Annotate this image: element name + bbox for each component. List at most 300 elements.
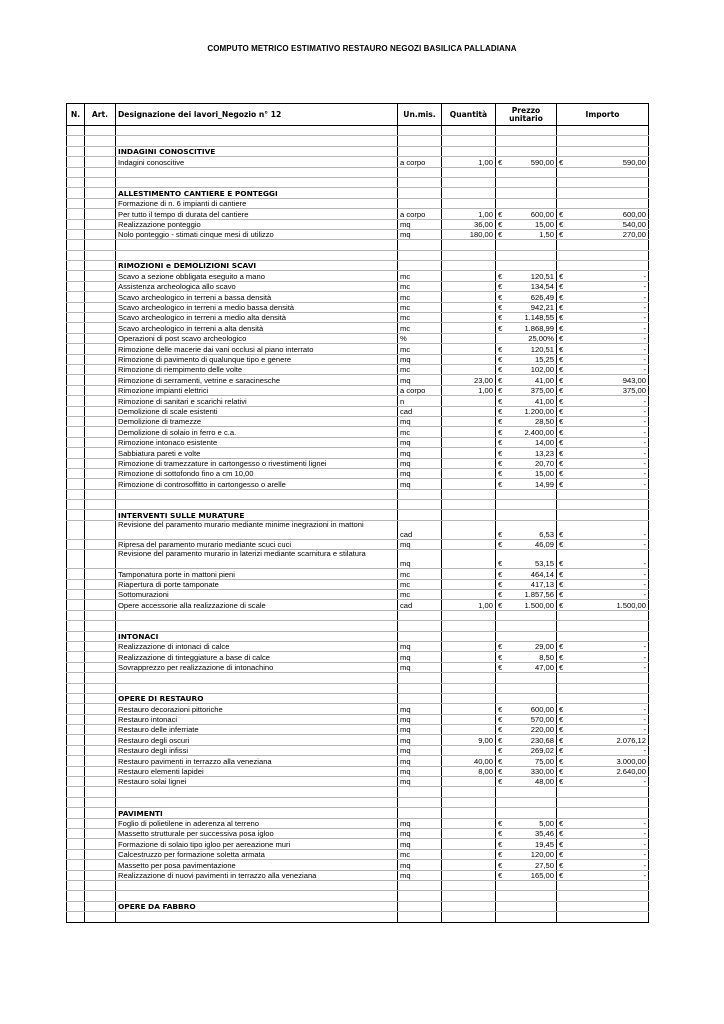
row-unit-price-value: 1.148,55 [524, 313, 554, 323]
row-article-cell [85, 219, 116, 229]
empty-cell [67, 787, 85, 797]
row-article-cell [85, 281, 116, 291]
currency-symbol: € [559, 458, 564, 468]
empty-cell [496, 797, 557, 807]
table-row [67, 766, 649, 776]
section-title: ALLESTIMENTO CANTIERE E PONTEGGI [116, 188, 398, 198]
section-title: INTERVENTI SULLE MURATURE [116, 510, 398, 520]
currency-symbol: € [498, 529, 503, 539]
row-description: Restauro intonaci [116, 714, 398, 724]
row-unit: mq [398, 860, 442, 870]
row-unit-price [496, 302, 557, 312]
row-amount-value: 590,00 [622, 157, 646, 167]
empty-cell [442, 808, 496, 818]
row-unit-price [496, 550, 557, 569]
row-quantity [442, 396, 496, 406]
row-quantity [442, 427, 496, 437]
empty-cell [398, 891, 442, 901]
row-unit-price-value: 8,50 [539, 652, 554, 662]
row-number-cell [67, 198, 85, 208]
estimate-table [66, 103, 649, 923]
currency-symbol: € [559, 767, 564, 777]
currency-symbol: € [498, 600, 503, 610]
row-unit-price-value: 1.500,00 [524, 600, 554, 610]
empty-cell [398, 146, 442, 156]
currency-symbol: € [498, 735, 503, 745]
row-amount-value: - [643, 303, 646, 313]
empty-cell [116, 610, 398, 620]
empty-cell [398, 901, 442, 911]
empty-cell [496, 500, 557, 510]
empty-cell [398, 136, 442, 146]
empty-cell [398, 250, 442, 260]
row-unit: mq [398, 539, 442, 549]
empty-cell [557, 126, 649, 136]
currency-symbol: € [559, 469, 564, 479]
table-row [67, 385, 649, 395]
row-amount [557, 745, 649, 755]
row-number-cell [67, 849, 85, 859]
empty-cell [67, 146, 85, 156]
row-article-cell [85, 714, 116, 724]
spacer-row [67, 489, 649, 499]
empty-cell [85, 673, 116, 683]
row-unit-price [496, 745, 557, 755]
empty-cell [442, 261, 496, 271]
row-unit-price [496, 777, 557, 787]
row-article-cell [85, 579, 116, 589]
row-quantity [442, 714, 496, 724]
row-unit: mq [398, 829, 442, 839]
section-header-row [67, 631, 649, 641]
row-unit-price [496, 448, 557, 458]
header-art: Art. [85, 104, 116, 126]
row-description: Realizzazione ponteggio [116, 219, 398, 229]
currency-symbol: € [498, 282, 503, 292]
row-description: Calcestruzzo per formazione soletta armata [116, 849, 398, 859]
row-quantity [442, 818, 496, 828]
row-quantity: 23,00 [442, 375, 496, 385]
row-unit-price [496, 829, 557, 839]
empty-cell [67, 912, 85, 922]
row-unit: mq [398, 354, 442, 364]
row-amount-value: - [643, 458, 646, 468]
row-amount [557, 209, 649, 219]
row-article-cell [85, 416, 116, 426]
row-quantity [442, 333, 496, 343]
row-quantity [442, 849, 496, 859]
row-number-cell [67, 735, 85, 745]
table-row [67, 550, 649, 569]
row-description: Rimozione di sottofondo fino a cm 10,00 [116, 468, 398, 478]
table-row [67, 281, 649, 291]
currency-symbol: € [559, 704, 564, 714]
row-article-cell [85, 157, 116, 167]
empty-cell [116, 912, 398, 922]
empty-cell [85, 500, 116, 510]
row-unit: mq [398, 219, 442, 229]
currency-symbol: € [498, 406, 503, 416]
table-row [67, 520, 649, 539]
row-unit-price-value: 570,00 [530, 715, 554, 725]
row-amount [557, 323, 649, 333]
empty-cell [85, 177, 116, 187]
row-number-cell [67, 157, 85, 167]
currency-symbol: € [559, 354, 564, 364]
table-row [67, 364, 649, 374]
table-row [67, 354, 649, 364]
empty-cell [398, 177, 442, 187]
empty-cell [442, 610, 496, 620]
empty-cell [496, 912, 557, 922]
row-quantity [442, 281, 496, 291]
empty-cell [67, 797, 85, 807]
table-row [67, 406, 649, 416]
row-amount [557, 756, 649, 766]
empty-cell [85, 610, 116, 620]
row-amount [557, 468, 649, 478]
empty-cell [85, 693, 116, 703]
currency-symbol: € [498, 559, 503, 569]
row-amount-value: 1.500,00 [616, 600, 646, 610]
row-unit-price-value: 41,00 [534, 396, 554, 406]
row-number-cell [67, 427, 85, 437]
row-quantity [442, 520, 496, 539]
row-quantity [442, 870, 496, 880]
section-title: RIMOZIONI e DEMOLIZIONI SCAVI [116, 261, 398, 271]
row-description: Revisione del paramento murario mediante minime inegrazioni in mattoni [116, 520, 398, 539]
empty-cell [442, 489, 496, 499]
row-quantity [442, 539, 496, 549]
empty-cell [116, 489, 398, 499]
empty-cell [496, 198, 557, 208]
table-row [67, 539, 649, 549]
empty-cell [85, 510, 116, 520]
row-unit-price [496, 870, 557, 880]
row-number-cell [67, 725, 85, 735]
spacer-row [67, 177, 649, 187]
currency-symbol: € [498, 540, 503, 550]
currency-symbol: € [559, 230, 564, 240]
row-unit-price [496, 569, 557, 579]
row-amount-value: - [643, 819, 646, 828]
row-description: Sabbiatura pareti e volte [116, 448, 398, 458]
row-quantity: 1,00 [442, 209, 496, 219]
row-amount-value: - [643, 313, 646, 323]
row-unit-price [496, 354, 557, 364]
row-unit-price [496, 725, 557, 735]
row-unit-price-value: 19,45 [534, 839, 554, 849]
row-amount [557, 479, 649, 489]
row-description: Massetto strutturale per successiva posa igloo [116, 829, 398, 839]
row-amount [557, 313, 649, 323]
row-amount-value: - [643, 354, 646, 364]
row-amount [557, 458, 649, 468]
row-article-cell [85, 385, 116, 395]
row-unit: mc [398, 427, 442, 437]
table-row [67, 479, 649, 489]
row-description: Scavo archeologico in terreni a medio bassa densità [116, 302, 398, 312]
row-amount-value: - [643, 559, 646, 569]
row-unit-price-value: 46,09 [534, 540, 554, 550]
row-amount-value: - [643, 365, 646, 375]
empty-cell [398, 912, 442, 922]
row-description: Tamponatura porte in mattoni pieni [116, 569, 398, 579]
row-description: Operazioni di post scavo archeologico [116, 333, 398, 343]
empty-cell [67, 250, 85, 260]
empty-cell [85, 880, 116, 890]
row-quantity [442, 292, 496, 302]
row-amount [557, 579, 649, 589]
empty-cell [442, 683, 496, 693]
currency-symbol: € [559, 839, 564, 849]
row-article-cell [85, 437, 116, 447]
header-quantita: Quantità [442, 104, 496, 126]
row-quantity [442, 590, 496, 600]
currency-symbol: € [498, 303, 503, 313]
empty-cell [116, 683, 398, 693]
empty-cell [496, 880, 557, 890]
row-unit-price [496, 219, 557, 229]
table-row [67, 829, 649, 839]
empty-cell [67, 136, 85, 146]
row-article-cell [85, 600, 116, 610]
row-amount-value: - [643, 292, 646, 302]
table-row [67, 292, 649, 302]
row-unit: mq [398, 468, 442, 478]
row-unit-price-value: 590,00 [530, 157, 554, 167]
row-number-cell [67, 271, 85, 281]
empty-cell [557, 136, 649, 146]
row-description: Restauro delle inferriate [116, 725, 398, 735]
empty-cell [398, 693, 442, 703]
currency-symbol: € [559, 209, 564, 219]
row-amount-value: 540,00 [622, 219, 646, 229]
table-row [67, 818, 649, 828]
currency-symbol: € [498, 323, 503, 333]
currency-symbol: € [498, 354, 503, 364]
currency-symbol: € [559, 334, 564, 344]
row-unit: mq [398, 818, 442, 828]
currency-symbol: € [559, 590, 564, 600]
currency-symbol: € [498, 569, 503, 579]
row-unit-price-value: 120,00 [530, 850, 554, 860]
row-number-cell [67, 579, 85, 589]
empty-cell [557, 198, 649, 208]
currency-symbol: € [559, 323, 564, 333]
currency-symbol: € [498, 580, 503, 590]
spacer-row [67, 167, 649, 177]
row-amount [557, 375, 649, 385]
row-unit-price-value: 15,00 [534, 469, 554, 479]
currency-symbol: € [498, 396, 503, 406]
empty-cell [442, 510, 496, 520]
section-header-row [67, 146, 649, 156]
row-description: Formazione di solaio tipo igloo per aereazione muri [116, 839, 398, 849]
empty-cell [67, 261, 85, 271]
row-unit-price [496, 756, 557, 766]
row-article-cell [85, 590, 116, 600]
row-unit-price [496, 735, 557, 745]
empty-cell [67, 167, 85, 177]
row-amount [557, 292, 649, 302]
row-amount [557, 229, 649, 239]
row-amount [557, 714, 649, 724]
row-unit-price-value: 75,00 [534, 756, 554, 766]
row-amount-value: - [643, 839, 646, 849]
row-number-cell [67, 302, 85, 312]
row-unit-price-value: 5,00 [539, 819, 554, 828]
currency-symbol: € [559, 725, 564, 735]
row-description: Scavo archeologico in terreni a medio alta densità [116, 313, 398, 323]
row-number-cell [67, 313, 85, 323]
row-amount [557, 870, 649, 880]
currency-symbol: € [498, 365, 503, 375]
row-article-cell [85, 539, 116, 549]
row-article-cell [85, 870, 116, 880]
row-amount-value: - [643, 448, 646, 458]
row-unit: cad [398, 520, 442, 539]
row-number-cell [67, 829, 85, 839]
table-row [67, 745, 649, 755]
currency-symbol: € [498, 386, 503, 396]
table-row [67, 652, 649, 662]
empty-cell [398, 261, 442, 271]
empty-cell [557, 797, 649, 807]
currency-symbol: € [559, 580, 564, 590]
empty-cell [85, 188, 116, 198]
row-amount [557, 539, 649, 549]
empty-cell [557, 621, 649, 631]
row-unit-price-value: 15,25 [534, 354, 554, 364]
table-row [67, 569, 649, 579]
empty-cell [442, 240, 496, 250]
row-number-cell [67, 448, 85, 458]
row-unit-price-value: 14,99 [534, 479, 554, 489]
row-number-cell [67, 468, 85, 478]
empty-cell [557, 808, 649, 818]
row-unit-price-value: 220,00 [530, 725, 554, 735]
empty-cell [116, 880, 398, 890]
empty-cell [496, 250, 557, 260]
row-unit-price [496, 427, 557, 437]
currency-symbol: € [559, 386, 564, 396]
row-amount [557, 333, 649, 343]
row-unit-price-value: 14,00 [534, 438, 554, 448]
empty-cell [557, 880, 649, 890]
currency-symbol: € [498, 829, 503, 839]
row-unit-price [496, 839, 557, 849]
currency-symbol: € [559, 438, 564, 448]
currency-symbol: € [559, 406, 564, 416]
currency-symbol: € [559, 303, 564, 313]
row-unit-price [496, 766, 557, 776]
empty-cell [496, 188, 557, 198]
row-number-cell [67, 479, 85, 489]
empty-cell [442, 177, 496, 187]
row-amount [557, 652, 649, 662]
empty-cell [67, 673, 85, 683]
currency-symbol: € [559, 375, 564, 385]
row-quantity [442, 745, 496, 755]
row-number-cell [67, 777, 85, 787]
row-amount-value: - [643, 663, 646, 673]
row-quantity: 9,00 [442, 735, 496, 745]
currency-symbol: € [498, 704, 503, 714]
empty-cell [116, 500, 398, 510]
row-amount [557, 766, 649, 776]
empty-cell [398, 188, 442, 198]
empty-cell [496, 631, 557, 641]
spacer-row [67, 787, 649, 797]
row-article-cell [85, 364, 116, 374]
row-unit-price-value: 6,53 [539, 529, 554, 539]
row-unit: mq [398, 662, 442, 672]
row-quantity [442, 468, 496, 478]
currency-symbol: € [498, 230, 503, 240]
currency-symbol: € [559, 427, 564, 437]
row-article-cell [85, 860, 116, 870]
row-number-cell [67, 396, 85, 406]
row-quantity: 8,00 [442, 766, 496, 776]
row-number-cell [67, 818, 85, 828]
row-unit-price-value: 1,50 [539, 230, 554, 240]
row-unit-price-value: 626,49 [530, 292, 554, 302]
empty-cell [85, 631, 116, 641]
currency-symbol: € [559, 642, 564, 652]
row-quantity [442, 569, 496, 579]
row-amount [557, 839, 649, 849]
empty-cell [496, 261, 557, 271]
table-row [67, 777, 649, 787]
row-description: Sottomurazioni [116, 590, 398, 600]
row-article-cell [85, 756, 116, 766]
row-unit: mc [398, 292, 442, 302]
table-row [67, 271, 649, 281]
row-unit-price [496, 579, 557, 589]
currency-symbol: € [559, 569, 564, 579]
row-article-cell [85, 735, 116, 745]
currency-symbol: € [498, 725, 503, 735]
row-description: Rimozione di pavimento di qualunque tipo e genere [116, 354, 398, 364]
currency-symbol: € [498, 756, 503, 766]
row-amount-value: - [643, 652, 646, 662]
row-amount-value: - [643, 323, 646, 333]
row-amount [557, 725, 649, 735]
row-unit-price [496, 292, 557, 302]
empty-cell [557, 901, 649, 911]
row-unit: mc [398, 364, 442, 374]
row-amount [557, 550, 649, 569]
row-unit: mq [398, 870, 442, 880]
row-unit-price-value: 375,00 [530, 386, 554, 396]
row-description: Rimozione di sanitari e scarichi relativi [116, 396, 398, 406]
empty-cell [67, 631, 85, 641]
row-article-cell [85, 725, 116, 735]
row-unit-price [496, 313, 557, 323]
row-description: Scavo archeologico in terreni a bassa densità [116, 292, 398, 302]
row-unit: mc [398, 569, 442, 579]
empty-cell [442, 126, 496, 136]
row-unit-price [496, 229, 557, 239]
row-amount-value: - [643, 438, 646, 448]
empty-cell [557, 500, 649, 510]
row-amount-value: - [643, 396, 646, 406]
header-row [67, 104, 649, 126]
empty-cell [398, 126, 442, 136]
row-unit: mc [398, 344, 442, 354]
empty-cell [85, 621, 116, 631]
